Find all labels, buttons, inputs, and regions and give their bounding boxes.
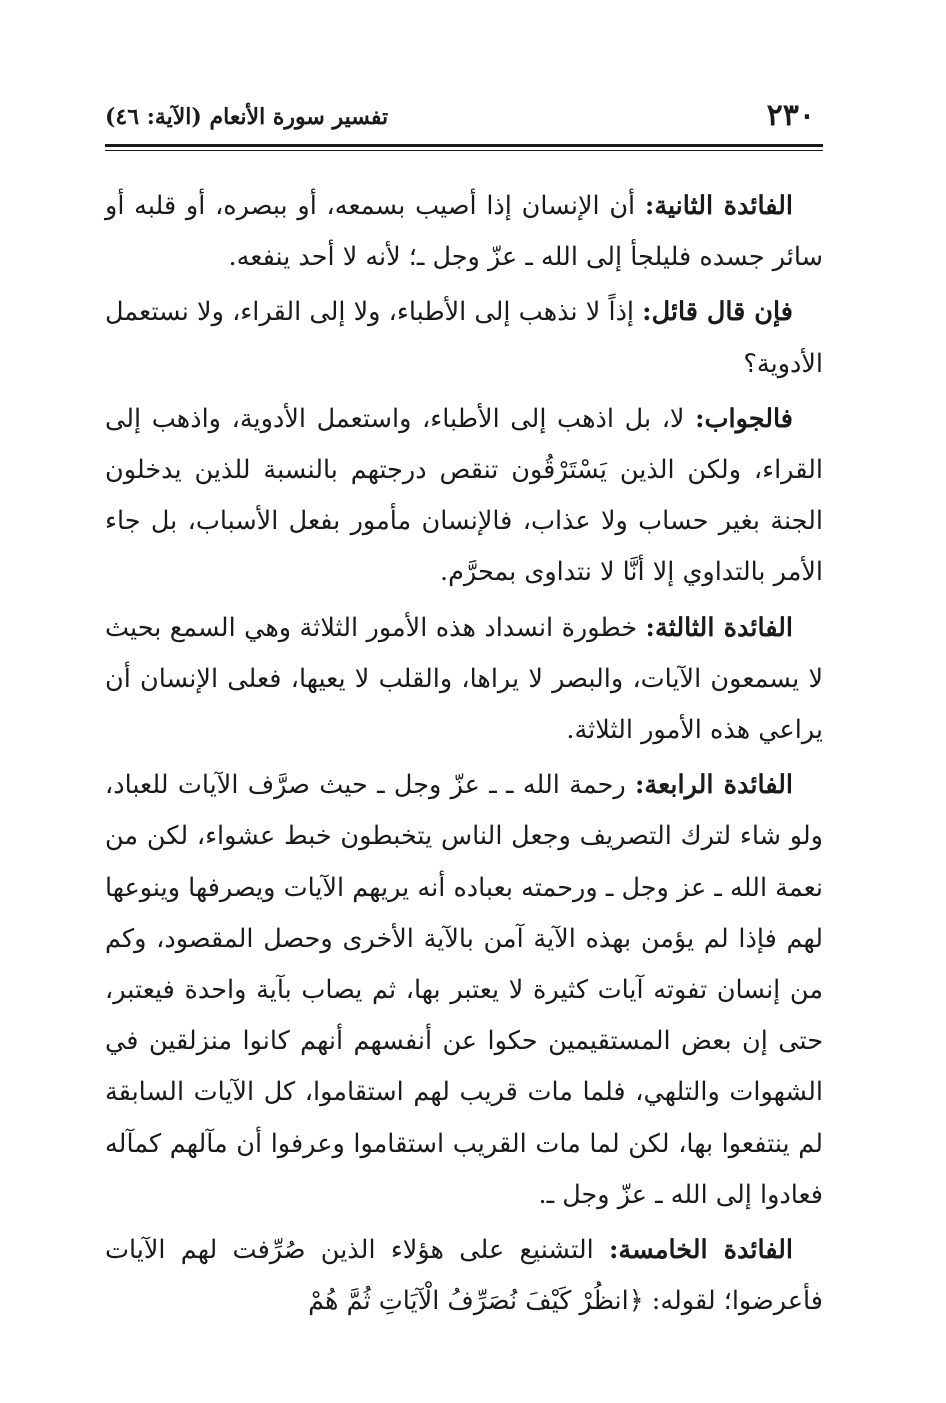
paragraph-lead: الفائدة الخامسة:: [609, 1235, 793, 1266]
paragraph-lead: الفائدة الثانية:: [644, 191, 793, 221]
paragraph-text: رحمة الله ـ ـ عزّ وجل ـ حيث صرَّف الآيات للعباد، ولو شاء لترك التصريف وجعل الناس يتخبطون خبط عشواء، لكن من نعمة الله ـ عز وجل ـ ورحمته بعباده أنه يريهم الآيات ويصرفها وينوعها لهم فإذا لم يؤمن بهذه الآية آمن بالآية الأخرى وحصل المقصود، وكم من إنسان تفوته آيات كثيرة لا يعتبر بها، ثم يصاب بآية واحدة فيعتبر، حتى إن بعض المستقيمين حكوا عن أنفسهم أنهم كانوا منزلقين في الشهوات والتلهي، فلما مات قريب لهم استقاموا، كل الآيات السابقة لم ينتفعوا بها، لكن لما مات القريب استقاموا وعرفوا أن مآلهم كمآله فعادوا إلى الله ـ عزّ وجل ـ.: [105, 770, 823, 1210]
header-rule-thin: [105, 150, 823, 151]
paragraph-benefit-4: [105, 760, 823, 1221]
page-number: ٢٣٠: [766, 98, 815, 133]
header-rule-thick: [105, 144, 823, 147]
book-page: [105, 96, 823, 1396]
paragraph-objection: [105, 287, 823, 389]
paragraph-lead: الفائدة الرابعة:: [635, 770, 793, 801]
paragraph-lead: فإن قال قائل:: [642, 297, 793, 328]
paragraph-text: لا، بل اذهب إلى الأطباء، واستعمل الأدوية، واذهب إلى القراء، ولكن الذين يَسْتَرْقُون تنقص درجتهم بالنسبة للذين يدخلون الجنة بغير حساب ولا عذاب، فالإنسان مأمور بفعل الأسباب، بل جاء الأمر بالتداوي إلا أنَّا لا نتداوى بمحرَّم.: [105, 403, 823, 588]
paragraph-text: خطورة انسداد هذه الأمور الثلاثة وهي السمع بحيث لا يسمعون الآيات، والبصر لا يراها، والقلب لا يعيها، فعلى الإنسان أن يراعي هذه الأمور الثلاثة.: [105, 612, 823, 746]
paragraph-lead: الفائدة الثالثة:: [645, 612, 793, 643]
paragraph-benefit-3: [105, 603, 823, 757]
paragraph-answer: [105, 394, 823, 599]
paragraph-benefit-5: [105, 1225, 823, 1327]
paragraph-text: التشنيع على هؤلاء الذين صُرِّفت لهم الآيات فأعرضوا؛ لقوله: ﴿انظُرْ كَيْفَ نُصَرِّفُ الْآيَاتِ ثُمَّ هُمْ: [105, 1235, 823, 1317]
paragraph-text: إذاً لا نذهب إلى الأطباء، ولا إلى القراء، ولا نستعمل الأدوية؟: [105, 297, 823, 379]
running-title: تفسير سورة الأنعام (الآية: ٤٦): [105, 104, 389, 130]
paragraph-benefit-2: [105, 181, 823, 283]
paragraph-text: أن الإنسان إذا أصيب بسمعه، أو ببصره، أو قلبه أو سائر جسده فليلجأ إلى الله ـ عزّ وجل ـ؛ لأنه لا أحد ينفعه.: [105, 191, 823, 273]
body-text: [105, 181, 823, 1327]
paragraph-lead: فالجواب:: [695, 403, 793, 434]
page-header: [105, 96, 823, 140]
